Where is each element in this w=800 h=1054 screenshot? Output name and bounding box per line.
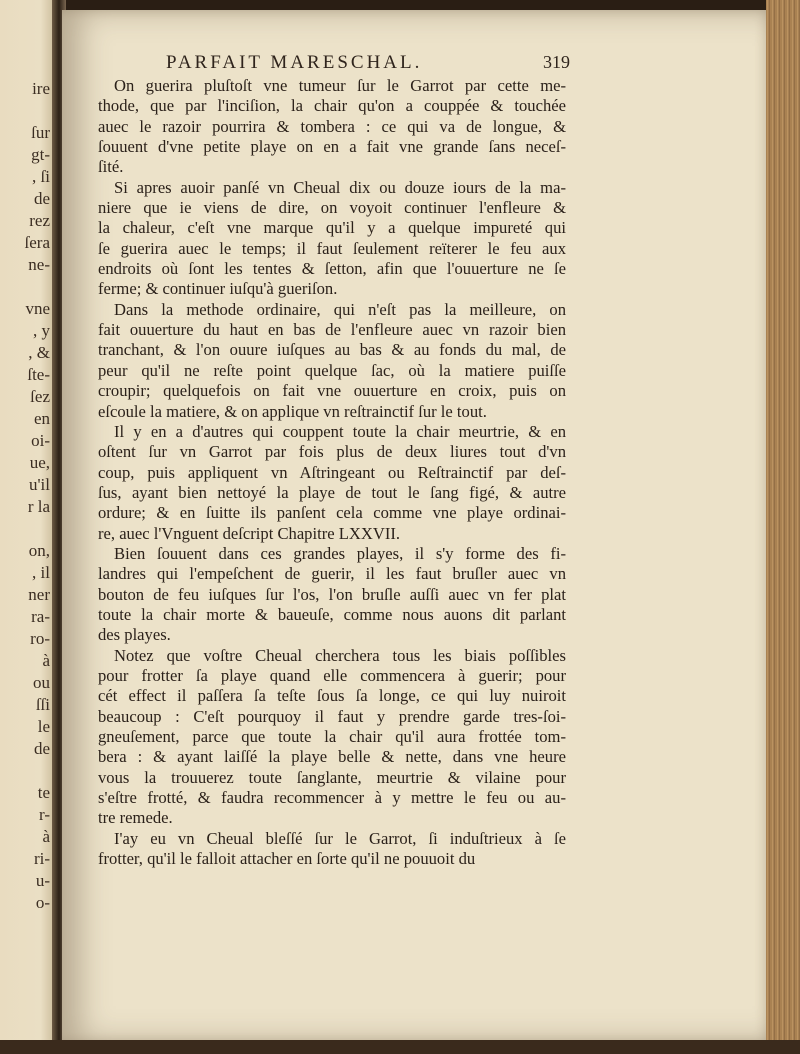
text-line: thode, que par l'inciſion, la chair qu'on a couppée & touchée [98,96,566,116]
text-line: Si apres auoir panſé vn Cheual dix ou douze iours de la ma- [114,177,566,197]
text-line: cét effect il paſſera ſa teſte ſous ſa longe, ce qui luy nuiroit [98,686,566,706]
text-line: croupir; quelquefois on fait vne ouuerture en croix, puis on [98,381,566,401]
left-page-fragment: gt- [31,145,50,164]
left-page-fragment [0,518,58,540]
left-page-fragment: à [42,651,50,670]
left-page-fragment: u'il [28,475,50,494]
left-page-fragment [0,276,58,298]
text-line: Dans la methode ordinaire, qui n'eſt pas la meilleure, on [114,299,566,319]
text-line: bouton de feu iuſques ſur l'os, l'on bruſle auſſi auec vn fer plat [98,584,566,604]
left-page-fragment: ſez [30,387,50,406]
left-page-fragment: o- [35,893,50,912]
left-page-fragment: ner [28,585,50,604]
text-line: Notez que voſtre Cheual cherchera tous les biais poſſibles [114,645,566,665]
left-page-fragment: , ſi [32,167,50,186]
left-page-fragment: de [33,189,50,208]
text-line: ſouuent d'vne petite playe on en a fait vne grande ſans neceſ- [98,137,566,157]
left-page-fragment: oi- [31,431,50,450]
text-line: ſité. [98,157,124,177]
text-line: beaucoup : C'eſt pourquoy il faut y prendre garde tres-ſoi- [98,706,566,726]
left-page-text-fragments [0,78,58,914]
running-title: PARFAIT MARESCHAL. [166,52,423,73]
text-line: pour frotter ſa playe quand elle commencera à guerir; pour [98,665,566,685]
left-page-fragment: te [37,783,50,802]
text-line: niere que ie viens de dire, on voyoit continuer l'enfleure & [98,198,566,218]
left-page-fragment: u- [35,871,50,890]
left-page-fragment: , il [32,563,50,582]
text-line: coup, puis appliquent vn Aſtringeant ou Reſtrainctif par deſ- [98,462,566,482]
text-line: ſus, ayant bien nettoyé la playe de tout le ſang figé, & autre [98,482,566,502]
left-page-fragment: ro- [30,629,50,648]
text-line: toute la chair morte & baueuſe, comme nous auons dit parlant [98,604,566,624]
left-page-fragment: vne [25,299,50,318]
text-line: peur qu'il ne reſte point quelque ſac, où la matiere puiſſe [98,360,566,380]
text-line: tranchant, & l'on ouure iuſques au bas & au fonds du mal, de [98,340,566,360]
text-line: vous la trouuerez toute ſanglante, meurtrie & vilaine pour [98,767,566,787]
left-page-fragment: ſſi [35,695,50,714]
left-page-fragment: ri- [33,849,50,868]
left-page-edge [0,0,58,1054]
text-line: endroits où ſont les tentes & ſetton, afin que l'ouuerture ne ſe [98,259,566,279]
left-page-fragment: r la [27,497,50,516]
left-page-fragment [0,100,58,122]
left-page-fragment: r- [39,805,50,824]
text-line: s'eſtre frotté, & faudra recommencer à y mettre le feu ou au- [98,788,566,808]
text-line: gneuſement, parce que toute la chair qu'il aura frottée tom- [98,727,566,746]
text-line: tre remede. [98,808,173,828]
fore-edge [766,0,800,1054]
left-page-fragment: on, [28,541,50,560]
text-line: des playes. [98,625,171,645]
text-line: frotter, qu'il le falloit attacher en ſorte qu'il ne pouuoit du [98,849,476,869]
left-page-fragment: rez [29,211,50,230]
text-line: ferme; & continuer iuſqu'à gueriſon. [98,279,338,299]
text-line: auec le razoir pourrira & tombera : ce qui va de longue, & [98,116,566,136]
text-line: ſe guerira auec le temps; il faut ſeulement reïterer le feu aux [98,238,566,258]
left-page-fragment: à [42,827,50,846]
left-page-fragment: , & [28,343,50,362]
left-page-fragment: ra- [31,607,50,626]
text-line: eſcoule la matiere, & on applique vn reſtrainctif ſur le tout. [98,401,487,421]
left-page-fragment [0,760,58,782]
left-page-fragment: le [37,717,50,736]
left-page-fragment: en [33,409,50,428]
text-line: I'ay eu vn Cheual bleſſé ſur le Garrot, ſi induſtrieux à ſe [114,828,566,848]
text-line: On guerira pluſtoſt vne tumeur ſur le Garrot par cette me- [114,76,566,95]
page-number: 319 [543,52,570,72]
left-page-fragment: ire [32,79,50,98]
left-page-fragment: ſte- [27,365,50,384]
left-page-fragment: ou [33,673,50,692]
text-line: landres qui l'empeſchent de guerir, il les faut bruſler auec vn [98,564,566,584]
text-line: Il y en a d'autres qui couppent toute la chair meurtrie, & en [114,421,566,441]
left-page-fragment: , y [33,321,50,340]
left-page-fragment: ſur [31,123,50,142]
text-line: ordure; & en ſuitte ils panſent cela comme vne playe ordinai- [98,503,566,523]
text-line: Bien ſouuent dans ces grandes playes, il s'y forme des fi- [114,543,566,563]
text-line: fait ouuerture du haut en bas de l'enfleure auec vn razoir bien [98,320,566,340]
left-page-fragment: ne- [28,255,50,274]
bottom-edge [0,1040,800,1054]
left-page-fragment: ſera [24,233,50,252]
text-line: re, auec l'Vnguent deſcript Chapitre LXXVII. [98,523,401,543]
text-line: la chaleur, c'eſt vne marque qu'il y a quelque impureté qui [98,218,566,238]
text-line: bera : & ayant laiſſé la playe belle & nette, dans vne heure [98,747,566,767]
left-page-fragment: de [33,739,50,758]
body-text [98,76,566,869]
left-page-fragment: ue, [29,453,50,472]
text-line: oſtent ſur vn Garrot par fois plus de deux liures tout d'vn [98,442,566,462]
